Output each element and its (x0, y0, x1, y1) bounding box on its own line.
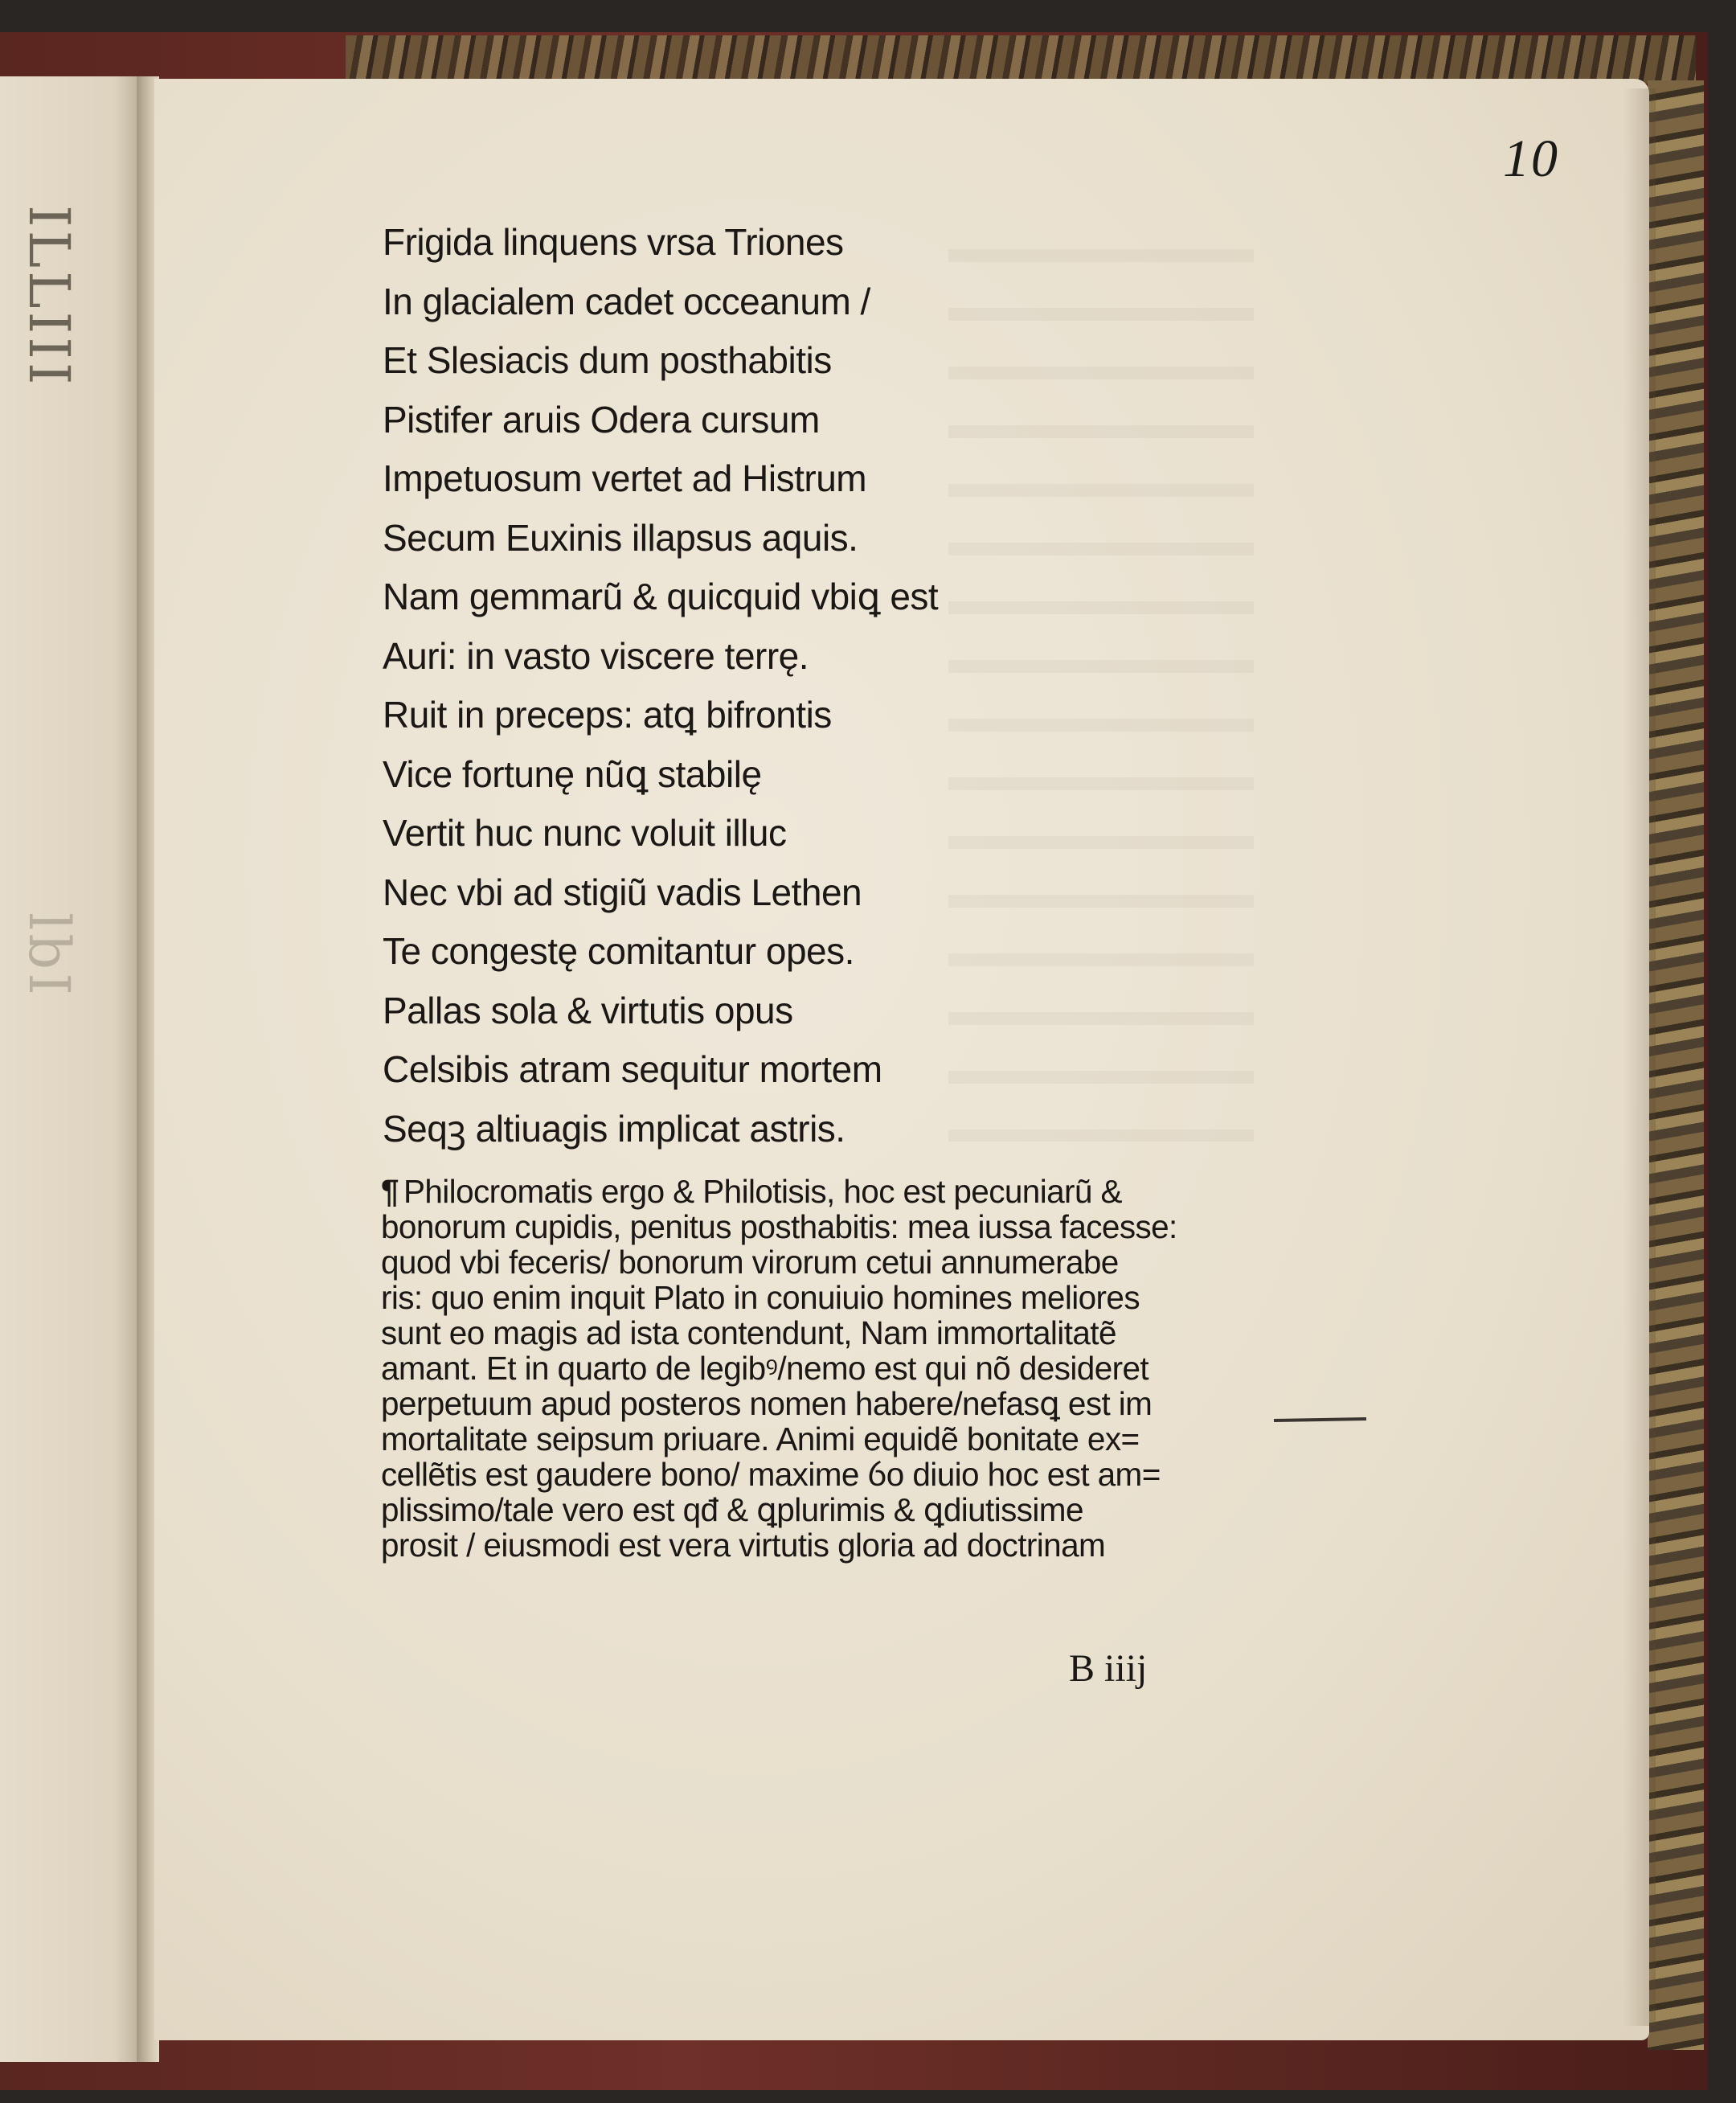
verse-line: Nam gemmarũ & quicquid vbiꝗ est (383, 576, 939, 617)
page-edge-shadow (1623, 88, 1656, 2026)
prose-line (381, 1174, 1249, 1209)
left-page (0, 76, 143, 2062)
verse-line: Auri: in vasto viscere terrę. (383, 634, 809, 677)
verse-line: Seqꝫ altiuagis implicat astris. (383, 1107, 845, 1150)
prose-line: amant. Et in quarto de legibꝰ/nemo est qui nõ desideret (381, 1350, 1149, 1387)
verse-line: Pallas sola & virtutis opus (383, 989, 793, 1031)
prose-line: quod vbi feceris/ bonorum virorum cetui annumerabe (381, 1244, 1119, 1281)
prose-line: perpetuum apud posteros nomen habere/nefasꝗ est im (381, 1385, 1153, 1422)
verse-line: Nec vbi ad stigiũ vadis Lethen (383, 871, 862, 913)
verse-line: Vertit huc nunc voluit illuc (383, 812, 787, 854)
verse-line: Impetuosum vertet ad Histrum (383, 457, 867, 499)
prose-line: cellẽtis est gaudere bono/ maxime ỽo diuio hoc est am= (381, 1456, 1161, 1493)
verse-line: Pistifer aruis Odera cursum (383, 398, 820, 441)
prose-line: ris: quo enim inquit Plato in conuiuio homines meliores (381, 1279, 1140, 1316)
pilcrow-mark: ¶ (381, 1173, 399, 1210)
left-page-mark-middle: lbI (16, 912, 82, 998)
verse-line: Celsibis atram sequitur mortem (383, 1048, 882, 1090)
verse-line: Frigida linquens vrsa Triones (383, 221, 844, 263)
verse-line: Te congestę comitantur opes. (383, 930, 854, 972)
prose-line: bonorum cupidis, penitus posthabitis: mea iussa facesse: (381, 1208, 1177, 1245)
prose-line: prosit / eiusmodi est vera virtutis gloria ad doctrinam (381, 1527, 1106, 1564)
verse-line: In glacialem cadet occeanum / (383, 280, 870, 322)
marbled-fore-edge (1648, 80, 1704, 2050)
marbled-top-edge (346, 35, 1696, 84)
prose-line: plissimo/tale vero est qđ & ꝗplurimis & ꝗdiutissime (381, 1491, 1083, 1528)
prose-block (381, 1174, 1249, 1563)
verse-line: Secum Euxinis illapsus aquis. (383, 516, 858, 559)
folio-number: 10 (1503, 129, 1559, 188)
verse-line: Et Slesiacis dum posthabitis (383, 339, 832, 381)
verse-line: Vice fortunę nũꝗ stabilę (383, 752, 762, 795)
signature-mark: B iiij (1069, 1647, 1148, 1690)
prose-line-text: Philocromatis ergo & Philotisis, hoc est pecuniarũ & (403, 1173, 1122, 1210)
prose-line: mortalitate seipsum priuare. Animi equidẽ bonitate ex= (381, 1420, 1140, 1457)
prose-line: sunt eo magis ad ista contendunt, Nam immortalitatẽ (381, 1314, 1116, 1351)
left-page-mark-top: ILLIII (16, 205, 82, 388)
verse-block (383, 213, 1347, 1158)
verse-line: Ruit in preceps: atꝗ bifrontis (383, 694, 832, 736)
